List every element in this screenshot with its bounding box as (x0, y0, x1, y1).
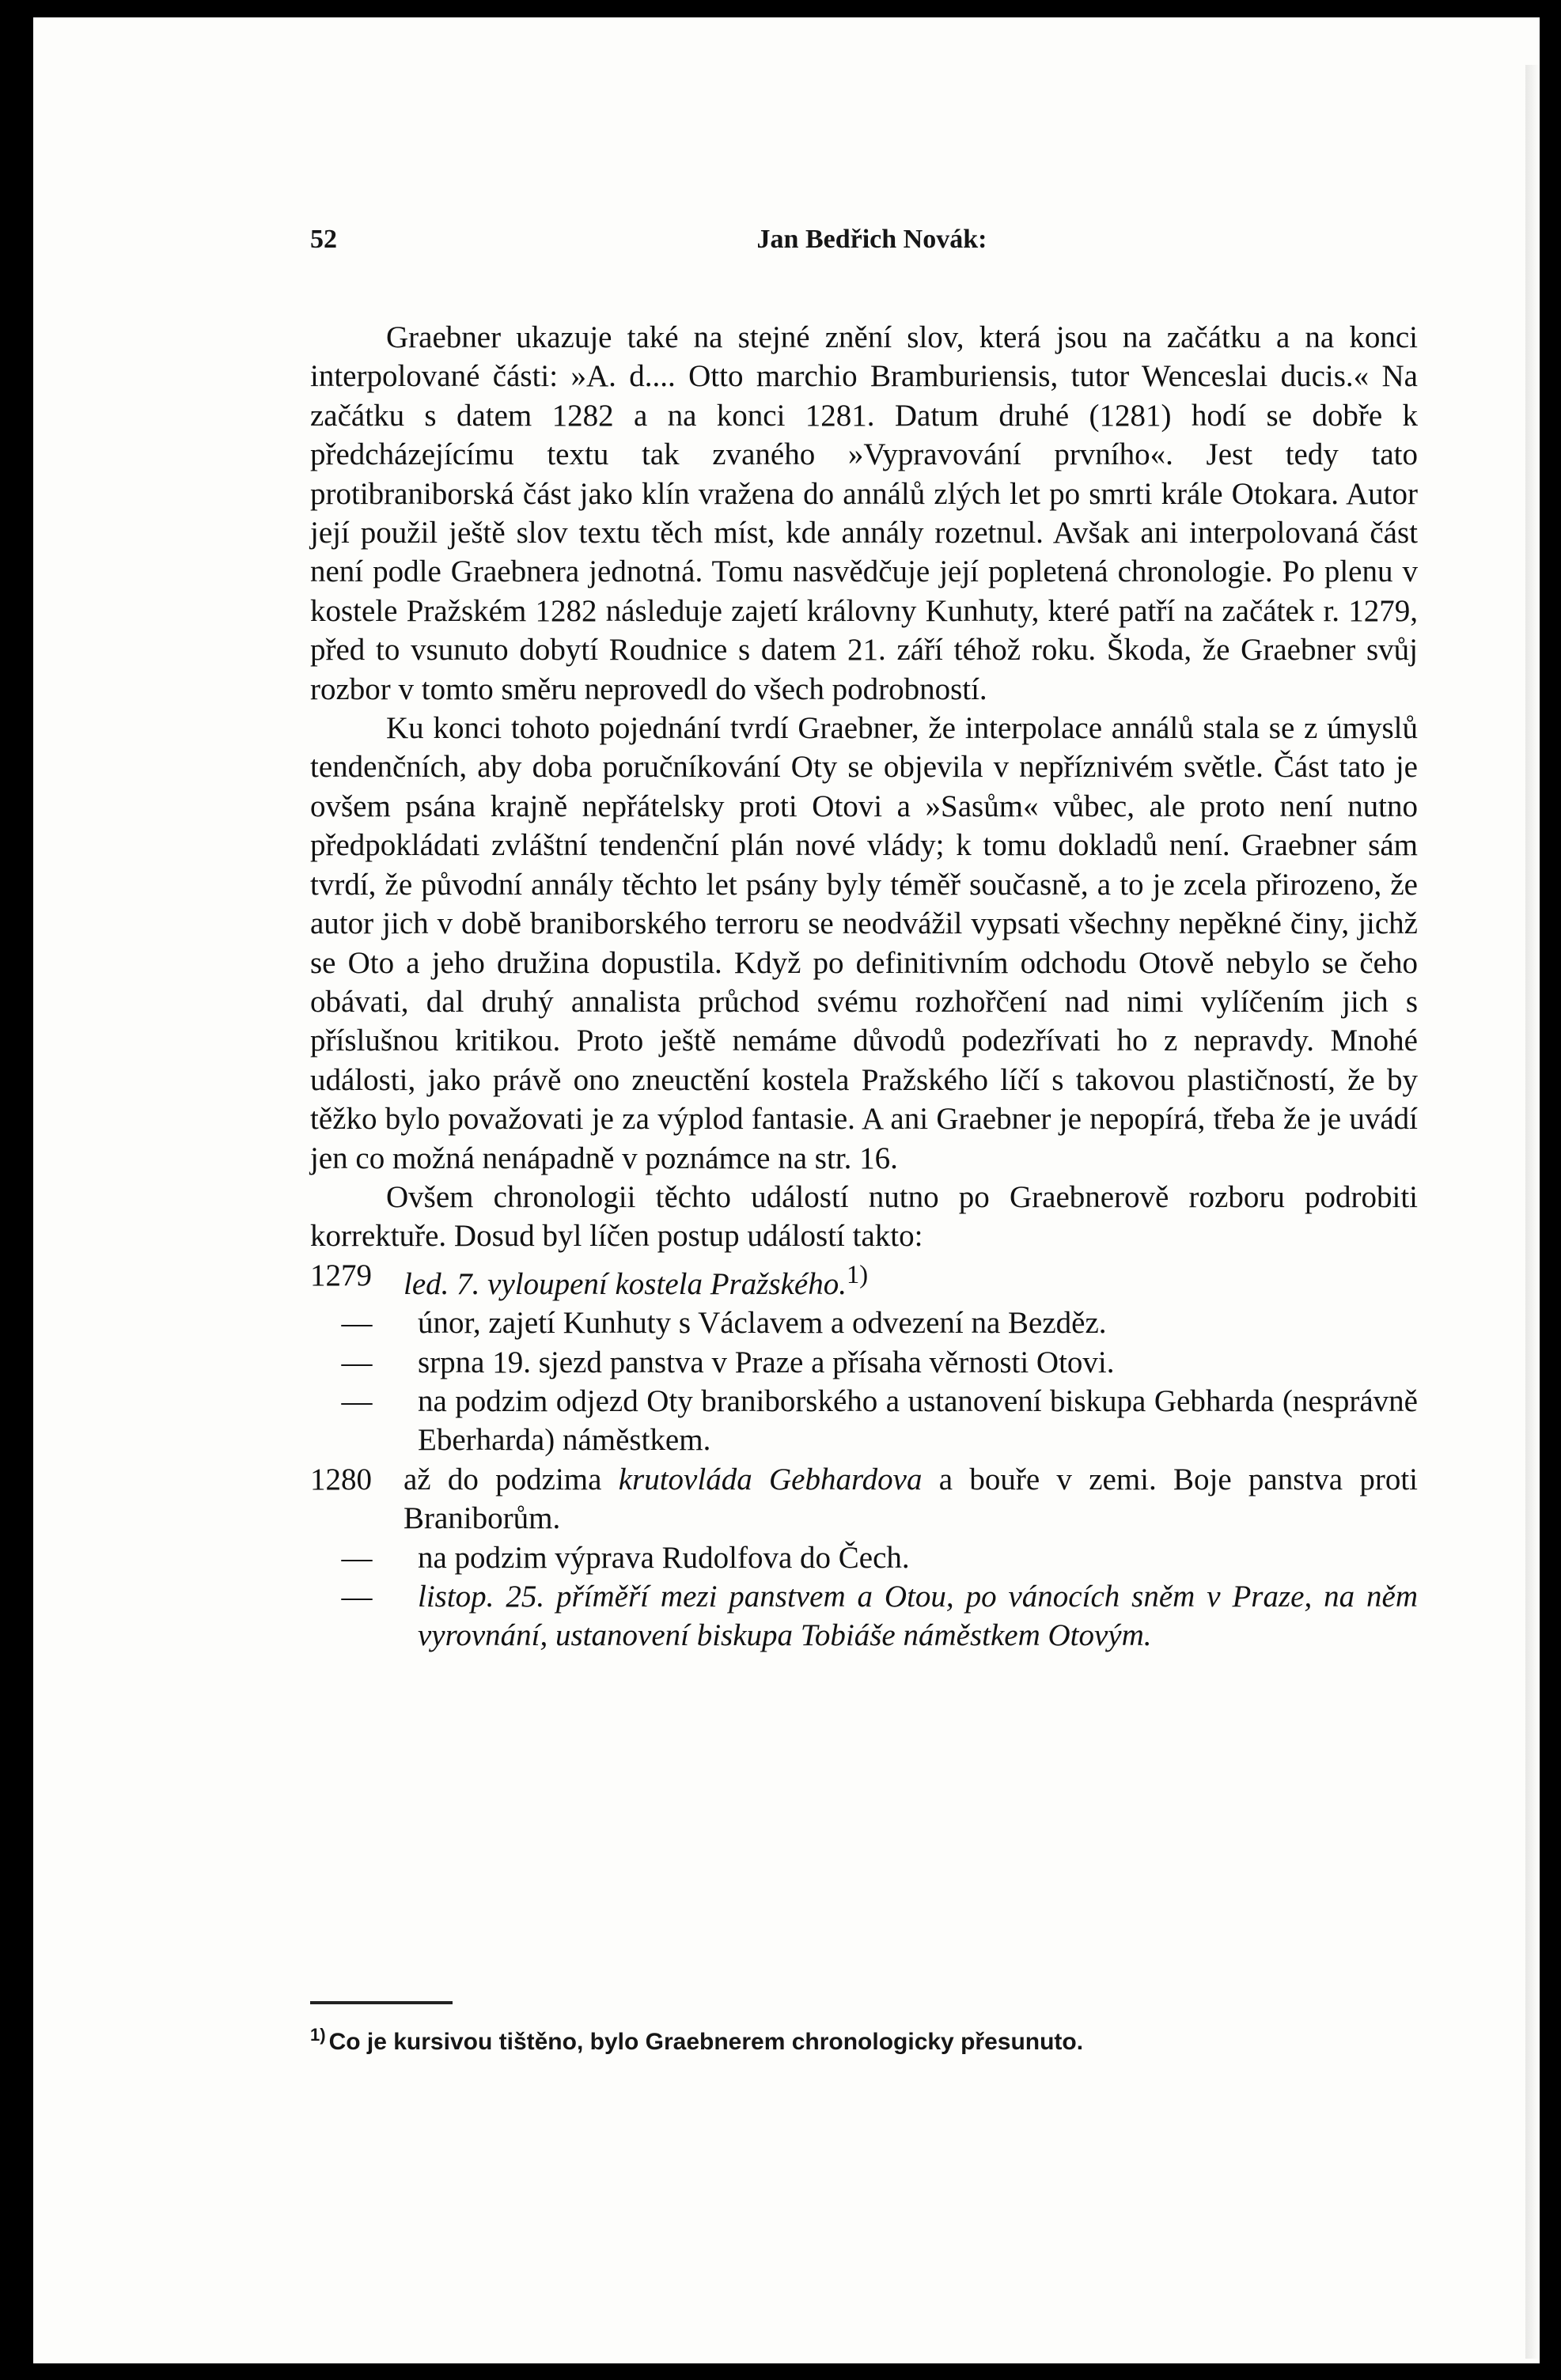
chronology-text-italic: led. 7. vyloupení kostela Pražského. (404, 1266, 847, 1301)
chronology-text (404, 1460, 1418, 1538)
chronology-year: — (341, 1345, 373, 1379)
chronology-text-before: až do podzima (404, 1462, 619, 1496)
chronology-row (310, 1577, 1418, 1655)
page-header (310, 225, 1434, 272)
chronology-text: srpna 19. sjezd panstva v Praze a přísaha věrnosti Otovi. (418, 1345, 1115, 1379)
chronology-year: — (341, 1540, 373, 1575)
chronology-list (310, 1256, 1418, 1655)
chronology-text-italic: krutovláda Gebhardova (618, 1462, 923, 1496)
chronology-year: — (341, 1306, 373, 1341)
chronology-row (310, 1304, 1418, 1342)
scan-edge-shadow (1525, 65, 1540, 2359)
footnote-mark: 1) (310, 2025, 326, 2045)
footnote-divider (310, 2001, 453, 2004)
chronology-text: listop. 25. příměří mezi panstvem a Otou, po vánocích sněm v Praze, na něm vyrovnání, ustanovení biskupa Tobiáše náměstkem Otovým. (418, 1580, 1418, 1653)
paragraph-3: Ovšem chronologii těchto událostí nutno po Graebnerově rozboru podrobiti korrektuře. Dosud byl líčen postup událostí takto: (310, 1179, 1418, 1254)
footnote-text: Co je kursivou tištěno, bylo Graebnerem chronologicky přesunuto. (328, 2029, 1084, 2055)
page-number: 52 (310, 225, 337, 254)
chronology-row (310, 1538, 1418, 1577)
chronology-year: — (341, 1580, 373, 1614)
body-text (310, 318, 1418, 1655)
paragraph-1: Graebner ukazuje také na stejné znění slov, která jsou na začátku a na konci interpolované části: »A. d.... Otto marchio Bramburiensis, tutor Wenceslai ducis.« Na začátku s datem 1282 a na konci 1281. Datum druhé (1281) hodí se dobře k předcházejícímu textu tak zvaného »Vypravování prvního«. Jest tedy tato protibraniborská část jako klín vražena do annálů zlých let po smrti krále Otokara. Autor její použil ještě slov textu těch míst, kde annály rozetnul. Avšak ani interpolovaná část není podle Graebnera jednotná. Tomu nasvědčuje její popletená chronologie. Po plenu v kostele Pražském 1282 následuje zajetí královny Kunhuty, které patří na začátek r. 1279, před to vsunuto dobytí Roudnice s datem 21. září téhož roku. Škoda, že Graebner svůj rozbor v tomto směru neprovedl do všech podrobností. (310, 320, 1418, 706)
chronology-text: na podzim výprava Rudolfova do Čech. (418, 1540, 910, 1575)
chronology-year: 1279 (310, 1258, 372, 1292)
chronology-text: únor, zajetí Kunhuty s Václavem a odvezení na Bezděz. (418, 1306, 1107, 1341)
running-title: Jan Bedřich Novák: (756, 225, 987, 254)
chronology-text: na podzim odjezd Oty braniborského a ustanovení biskupa Gebharda (nesprávně Eberharda) náměstkem. (418, 1383, 1418, 1458)
chronology-row (310, 1343, 1418, 1382)
chronology-text (404, 1256, 1418, 1304)
chronology-row (310, 1460, 1418, 1538)
paragraph-2: Ku konci tohoto pojednání tvrdí Graebner, že interpolace annálů stala se z úmyslů tendenčních, aby doba poručníkování Oty se objevila v nepříznivém světle. Část tato je ovšem psána krajně nepřátelsky proti Otovi a »Sasům« vůbec, ale proto není nutno předpokládati zvláštní tendenční plán nové vlády; k tomu dokladů není. Graebner sám tvrdí, že původní annály těchto let psány byly téměř současně, a to je zcela přirozeno, že autor jich v době braniborského terroru se neodvážil vypsati všechny nepěkné činy, jichž se Oto a jeho družina dopustila. Když po definitivním odchodu Otově nebylo se čeho obávati, dal druhý annalista průchod svému rozhořčení nad nimi vylíčením jich s příslušnou kritikou. Proto ještě nemáme důvodů podezřívati ho z nepravdy. Mnohé události, jako právě ono zneuctění kostela Pražského líčí s takovou plastičností, že by těžko bylo považovati je za výplod fantasie. A ani Graebner je nepopírá, třeba že je uvádí jen co možná nenápadně v poznámce na str. 16. (310, 711, 1418, 1175)
chronology-year: — (341, 1383, 373, 1418)
chronology-year: 1280 (310, 1462, 372, 1496)
footnote (310, 2025, 1418, 2056)
chronology-text-after: a bouře v zemi. Boje panstva proti Braniborům. (404, 1462, 1418, 1536)
chronology-row (310, 1382, 1418, 1460)
footnote-reference: 1) (846, 1260, 869, 1289)
chronology-row (310, 1256, 1418, 1304)
